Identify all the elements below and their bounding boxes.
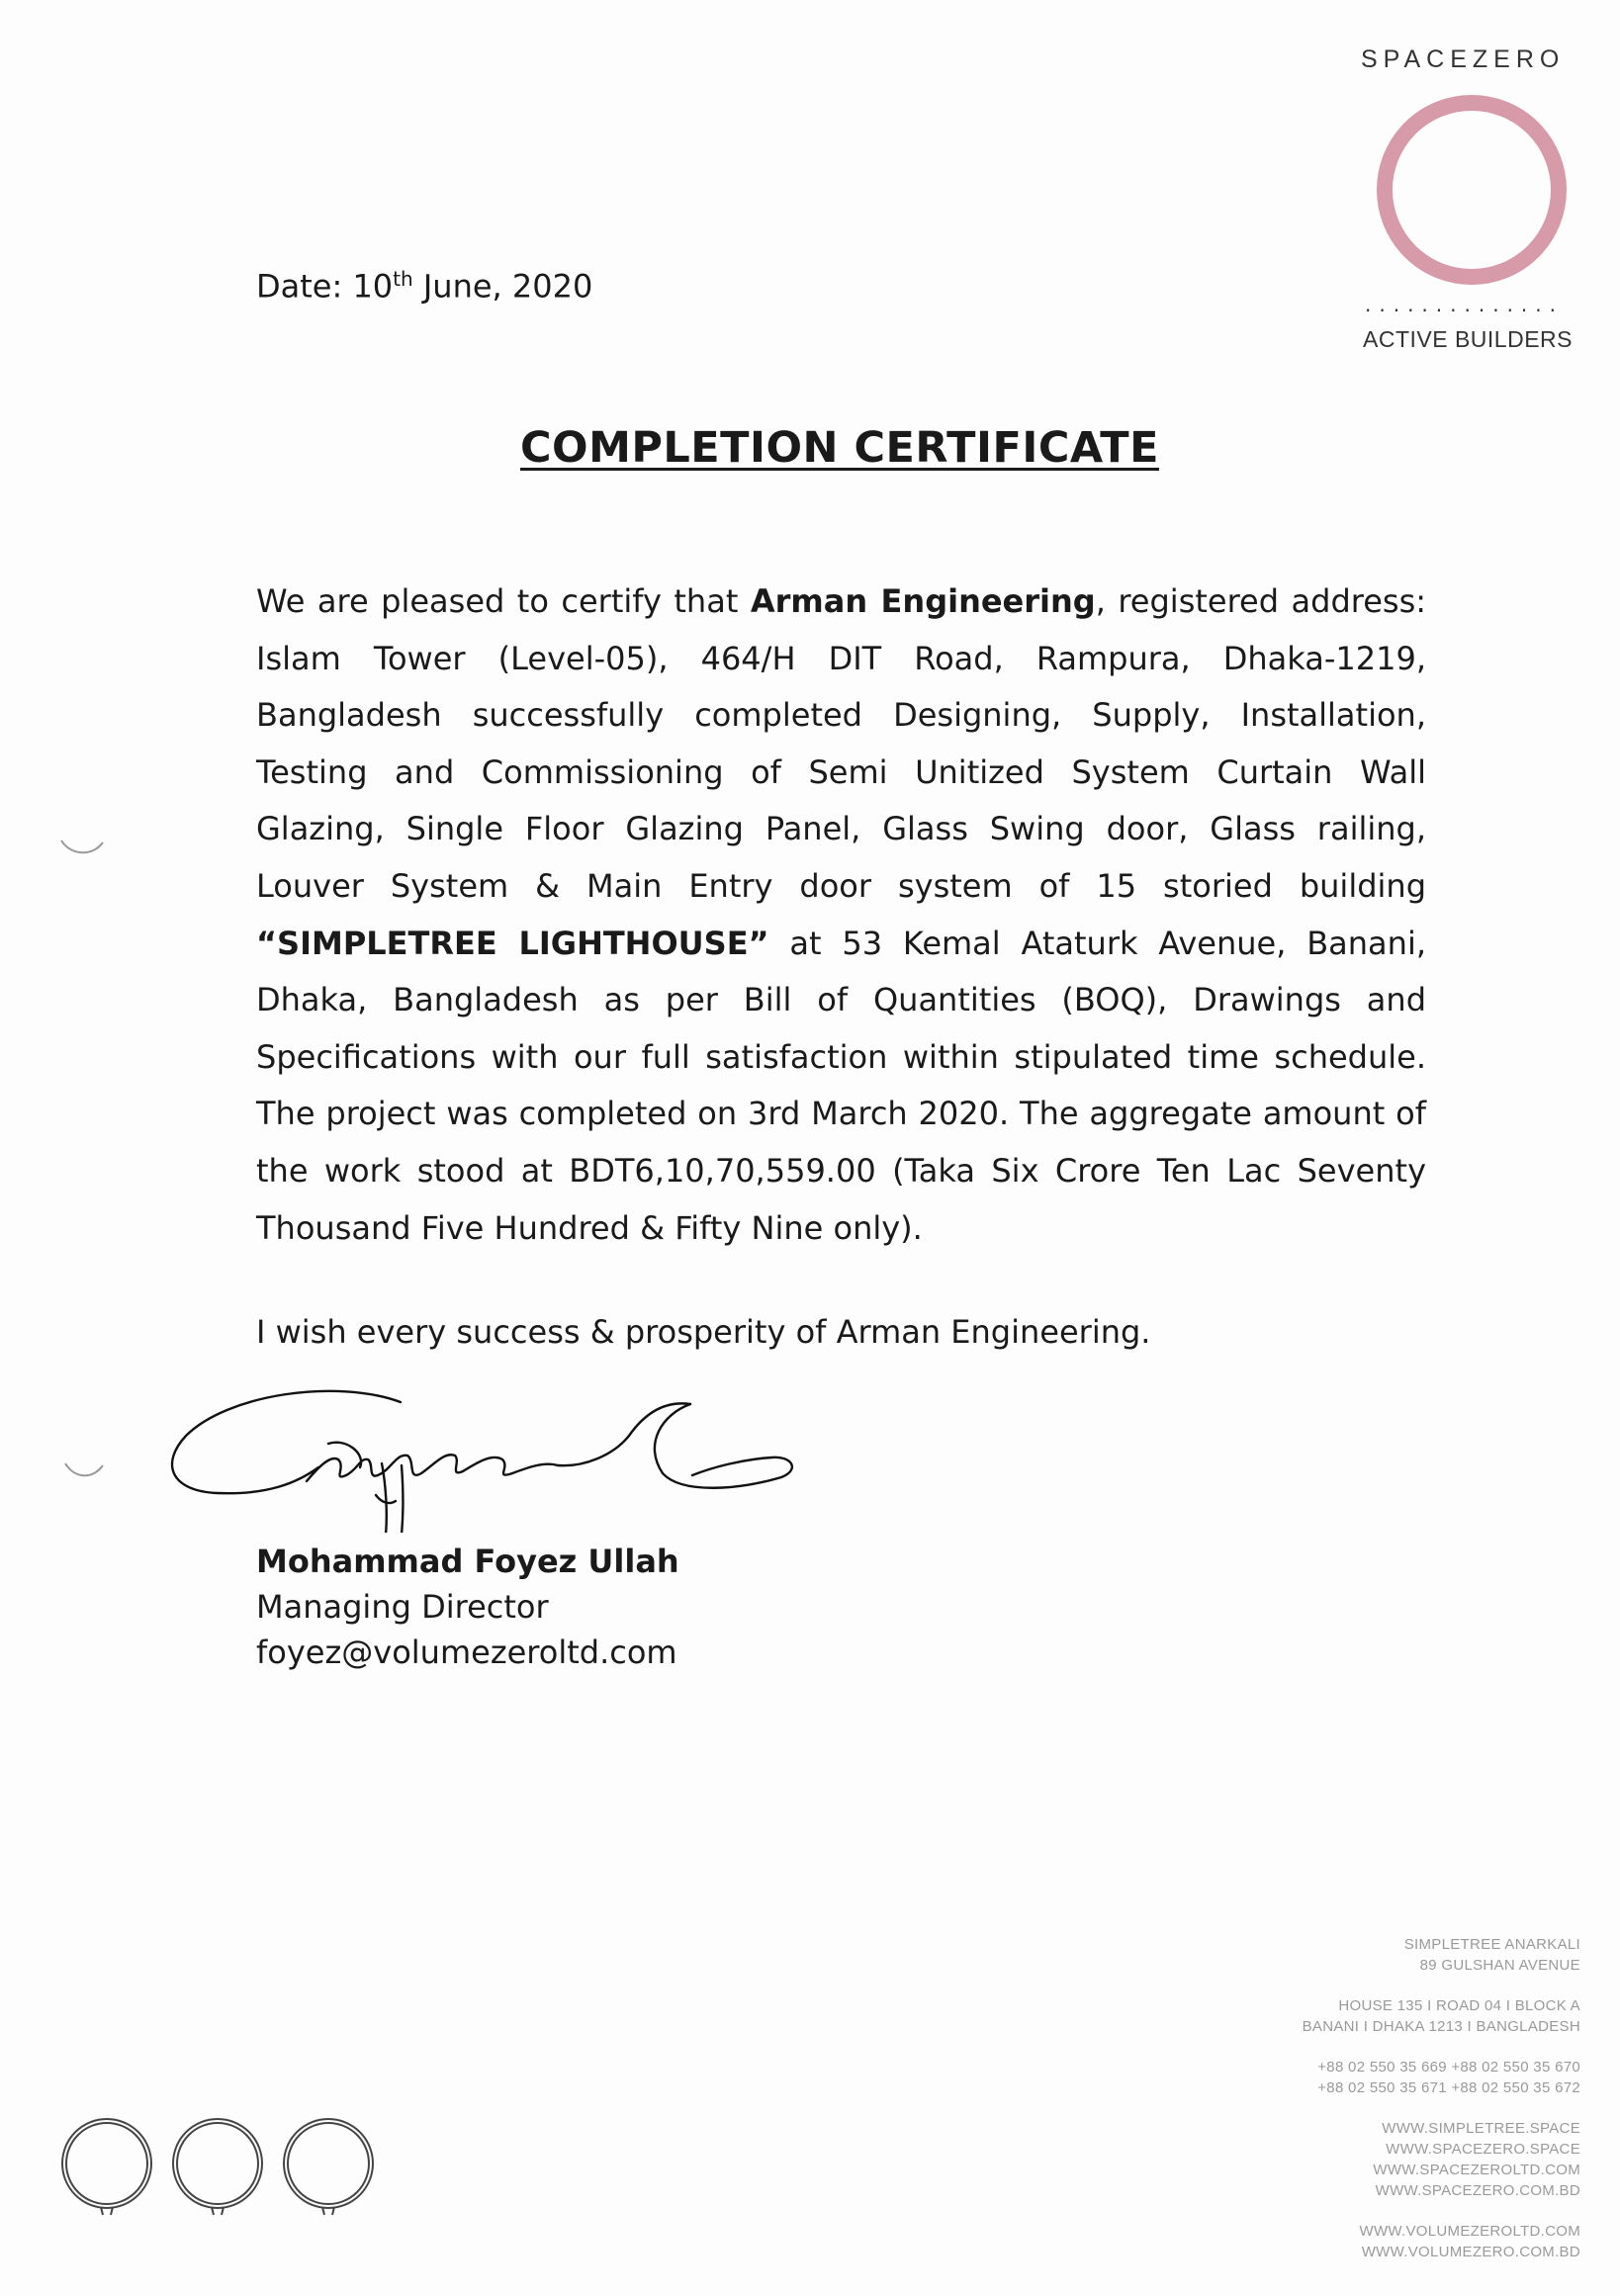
closing-wish: I wish every success & prosperity of Arman Engineering. [256,1313,1151,1351]
body-scope: , registered address: Islam Tower (Level-05), 464/H DIT Road, Rampura, Dhaka-1219, Bangladesh successfully completed Designing, Supply, Installation, Testing and Commissioning of Semi Unitized System Curtain Wall Glazing, Single Floor Glazing Panel, Glass Swing door, Glass railing, Louver System & Main Entry door system of 15 storied building [256,582,1427,905]
footer-line: HOUSE 135 I ROAD 04 I BLOCK A [1338,1997,1580,2014]
date-ordinal: th [393,267,413,291]
footer-link[interactable]: WWW.SPACEZEROLTD.COM [1373,2162,1580,2178]
certificate-body [256,574,1426,1257]
body-intro: We are pleased to certify that [256,582,751,620]
signer-email[interactable]: foyez@volumezeroltd.com [256,1634,677,1671]
footer-phones [1165,2057,1580,2098]
company-name: Arman Engineering [750,582,1096,620]
project-name: “SIMPLETREE LIGHTHOUSE” [256,924,769,962]
brand-name: SPACEZERO [1361,45,1566,73]
three-circles-icon [57,2114,384,2223]
signer-name: Mohammad Foyez Ullah [256,1543,679,1580]
footer-link[interactable]: WWW.SIMPLETREE.SPACE [1382,2120,1580,2137]
body-details: at 53 Kemal Ataturk Avenue, Banani, Dhaka, Bangladesh as per Bill of Quantities (BOQ), Drawings and Specifications with our full satisfaction within stipulated time schedule. The project was completed on 3rd March 2020. The aggregate amount of the work stood at BDT6,10,70,559.00 (Taka Six Crore Ten Lac Seventy Thousand Five Hundred & Fifty Nine only). [256,924,1427,1247]
signature-image [148,1365,801,1533]
footer-line: SIMPLETREE ANARKALI [1403,1936,1580,1953]
footer-websites-2 [1165,2221,1580,2262]
logo-ring-icon [1377,95,1567,285]
date-prefix: Date: 10 [256,267,394,306]
date-suffix: June, 2020 [412,267,593,306]
punch-hole-mark [57,837,107,860]
punch-hole-mark [61,1459,107,1483]
brand-tagline: ACTIVE BUILDERS [1363,326,1573,352]
footer-link[interactable]: WWW.VOLUMEZEROLTD.COM [1359,2223,1580,2240]
footer-office-address [1165,1995,1580,2037]
footer-line: BANANI I DHAKA 1213 I BANGLADESH [1302,2018,1580,2035]
logo-dots: .............. [1365,293,1565,316]
footer-address [1165,1934,1580,2282]
footer-link[interactable]: WWW.SPACEZERO.COM.BD [1375,2182,1580,2199]
footer-websites [1165,2118,1580,2201]
footer-link[interactable]: WWW.VOLUMEZERO.COM.BD [1361,2244,1580,2260]
letter-date [256,267,592,306]
footer-line: +88 02 550 35 669 +88 02 550 35 670 [1317,2059,1580,2075]
footer-line: 89 GULSHAN AVENUE [1419,1957,1580,1974]
footer-line: +88 02 550 35 671 +88 02 550 35 672 [1317,2079,1580,2096]
footer-link[interactable]: WWW.SPACEZERO.SPACE [1386,2141,1580,2158]
page-title: COMPLETION CERTIFICATE [519,423,1160,473]
footer-project-address [1165,1934,1580,1976]
signer-title: Managing Director [256,1588,549,1626]
